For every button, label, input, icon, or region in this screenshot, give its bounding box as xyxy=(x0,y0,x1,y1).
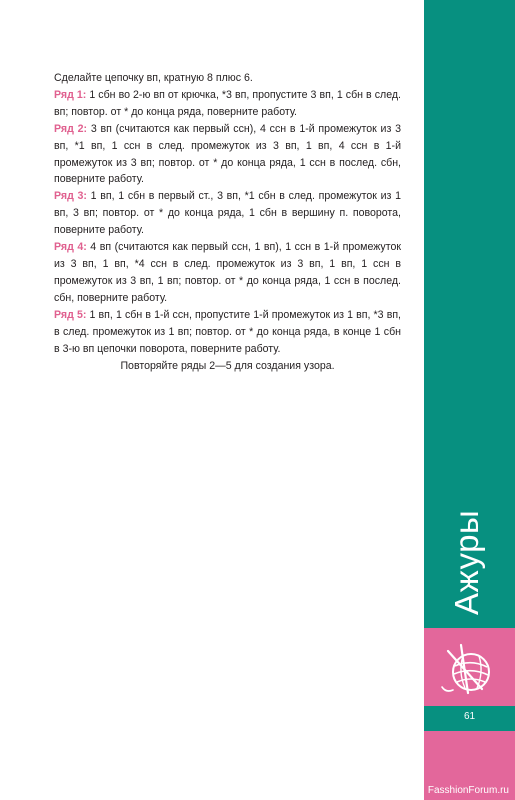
section-title: Ажуры xyxy=(448,509,485,615)
row-2 xyxy=(54,121,401,189)
row-text: 4 вп (считаются как первый ссн, 1 вп), 1 ссн в 1-й промежуток из 3 вп, 1 вп, *4 ссн в след. промежуток из 3 вп, 1 вп, 1 ссн в промежуток из 3 вп, 1 вп; повтор. от * до конца ряда, 1 ссн в послед. сбн, поверните работу. xyxy=(54,241,401,304)
row-label: Ряд 4: xyxy=(54,241,87,254)
intro-text: Сделайте цепочку вп, кратную 8 плюс 6. xyxy=(54,72,253,84)
row-label: Ряд 3: xyxy=(54,190,87,203)
watermark: FasshionForum.ru xyxy=(427,785,509,796)
row-5 xyxy=(54,307,401,358)
row-label: Ряд 1: xyxy=(54,88,87,101)
row-4 xyxy=(54,239,401,307)
page-number: 61 xyxy=(463,711,476,722)
row-1 xyxy=(54,87,401,121)
row-label: Ряд 5: xyxy=(54,308,87,321)
row-text: 1 вп, 1 сбн в 1-й ссн, пропустите 1-й промежуток из 1 вп, *3 вп, в след. промежуток из 1 вп; повтор. от * до конца ряда, в конце 1 сбн в 3-ю вп цепочки поворота, поверните работу. xyxy=(54,308,402,355)
row-text: 1 вп, 1 сбн в первый ст., 3 вп, *1 сбн в след. промежуток из 1 вп, 3 вп; повтор. от * до конца ряда, 1 сбн в вершину п. поворота, поверните работу. xyxy=(54,190,402,237)
yarn-ball-icon xyxy=(438,637,500,699)
row-text: 1 сбн во 2-ю вп от крючка, *3 вп, пропустите 3 вп, 1 сбн в след. вп; повтор. от * до конца ряда, поверните работу. xyxy=(54,88,401,118)
repeat-note: Повторяйте ряды 2—5 для создания узора. xyxy=(120,360,335,372)
row-3 xyxy=(54,188,401,239)
instructions xyxy=(54,70,401,357)
row-label: Ряд 2: xyxy=(54,122,88,135)
row-text: 3 вп (считаются как первый ссн), 4 ссн в 1-й промежуток из 3 вп, *1 вп, 1 ссн в след. промежуток из 3 вп, 1 вп, 4 ссн в 1-й промежуток из 3 вп; повтор. от * до конца ряда, 1 ссн в послед. сбн, поверните работу. xyxy=(54,122,402,186)
sidebar xyxy=(424,0,515,800)
